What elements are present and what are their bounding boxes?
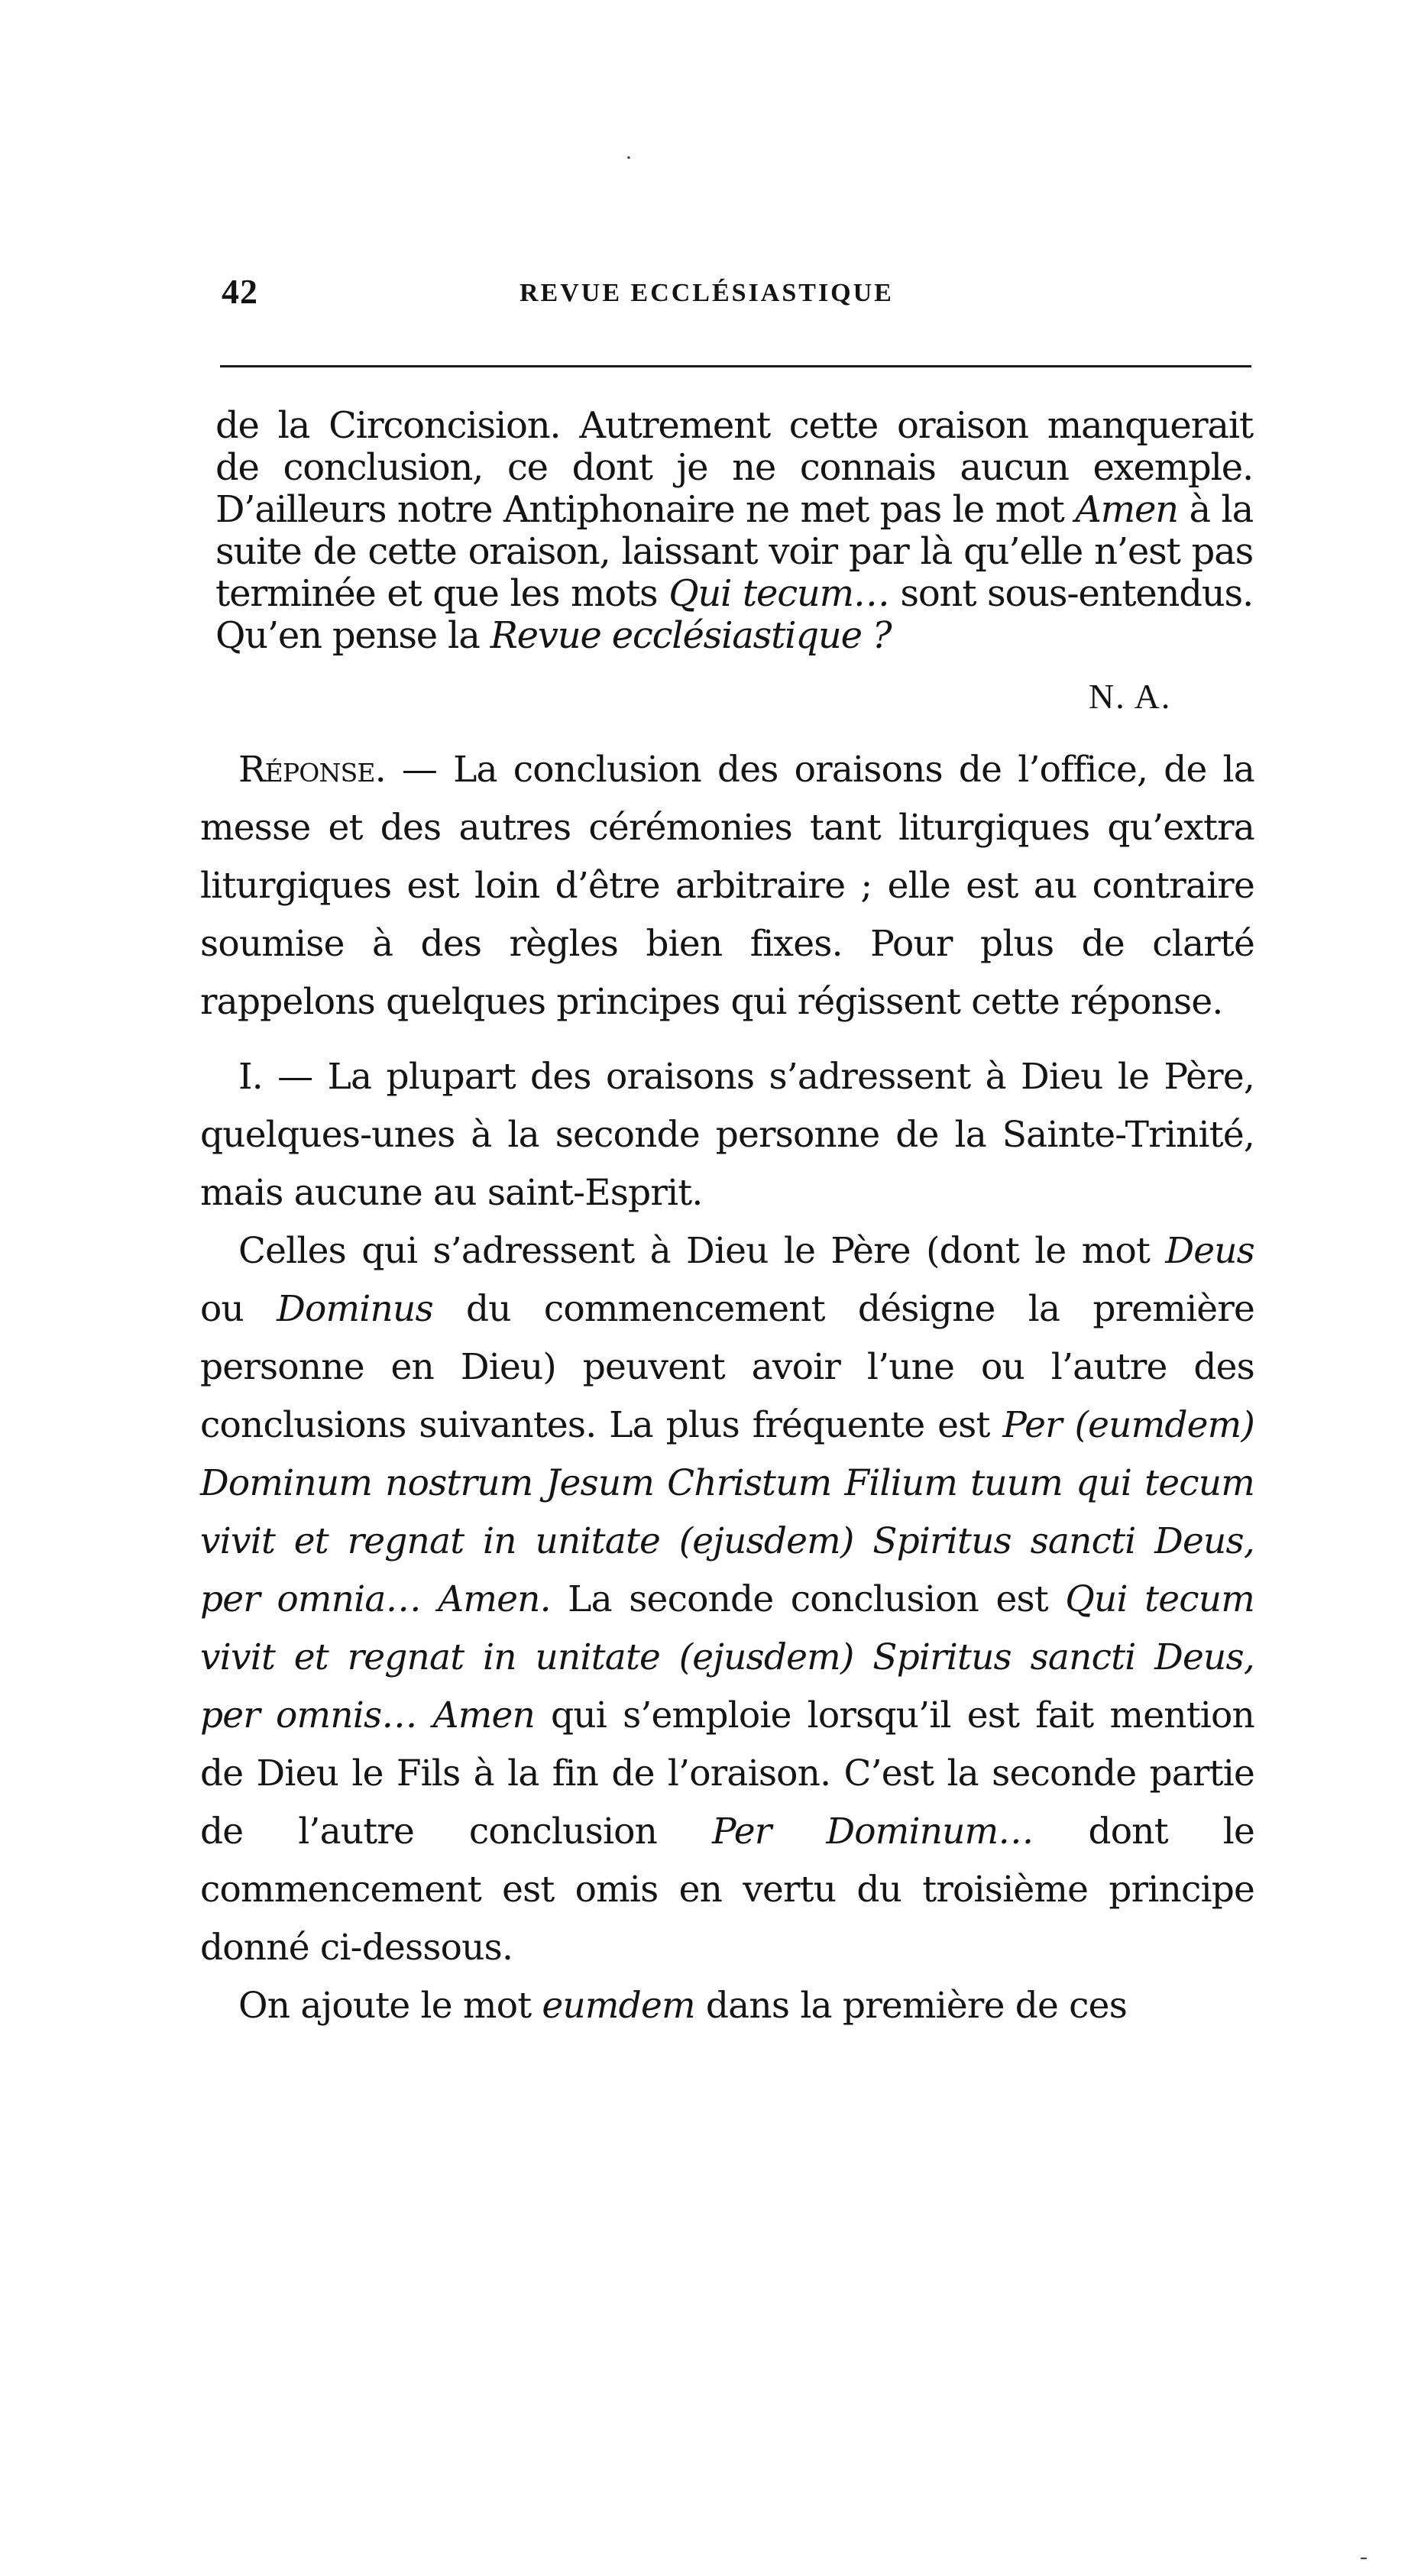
para2-text-4: La seconde conclusion est: [550, 1578, 1066, 1620]
para2-text-5: qui s’emploie lorsqu’il est fait mention de Dieu le Fils à la fin de l’oraison. C’est la seconde partie de l’autre conclusion: [200, 1694, 1254, 1853]
page-header: [222, 271, 1249, 317]
section-one-paragraph: [200, 1048, 1254, 1222]
para2-italic-5: Per Dominum…: [712, 1811, 1034, 1853]
quote-text-2: à la suite de cette oraison, laissant voir par là qu’elle n’est pas terminée et que les mots: [215, 488, 1253, 615]
para2-italic-4: Qui tecum vivit et regnat in unitate (ejusdem) Spiritus sancti Deus, per omnis… Amen: [200, 1578, 1255, 1736]
section-one-text: I. — La plupart des oraisons s’adressent à Dieu le Père, quelques-unes à la seconde personne de la Sainte-Trinité, mais aucune au saint-Esprit.: [200, 1056, 1254, 1214]
para2-italic-3: Per (eumdem) Dominum nostrum Jesum Christum Filium tuum qui tecum vivit et regnat in unitate (ejusdem) Spiritus sancti Deus, per omnia… Amen.: [200, 1404, 1254, 1620]
quote-italic-1: Amen: [1075, 488, 1178, 531]
quoted-letter: [215, 405, 1253, 657]
letter-signature: N. A.: [1089, 677, 1172, 716]
response-paragraph: [200, 741, 1254, 1031]
quote-italic-3: Revue ecclésiastique ?: [490, 614, 892, 657]
para2-text-3: du commencement désigne la première personne en Dieu) peuvent avoir l’une ou l’autre des conclusions suivantes. La plus fréquente est: [200, 1288, 1254, 1446]
para2-italic-1: Deus: [1165, 1230, 1254, 1272]
conclusions-paragraph: [200, 1222, 1254, 1977]
eumdem-paragraph: [200, 1977, 1254, 2035]
header-rule: [220, 365, 1251, 367]
para2-italic-2: Dominus: [277, 1288, 433, 1330]
para3-text-2: dans la première de ces: [694, 1985, 1128, 2027]
speck-mark-bottom: -: [1360, 2544, 1368, 2569]
response-label: Réponse.: [238, 749, 386, 791]
quote-text-1: de la Circoncision. Autrement cette oraison manquerait de conclusion, ce dont je ne connais aucun exemple. D’ailleurs notre Antiphonaire ne met pas le mot: [215, 404, 1253, 531]
para3-text-1: On ajoute le mot: [238, 1985, 542, 2027]
quote-italic-2: Qui tecum…: [668, 572, 889, 615]
response-text: — La conclusion des oraisons de l’office, de la messe et des autres cérémonies tant liturgiques qu’extra liturgiques est loin d’être arbitraire ; elle est au contraire soumise à des règles bien fixes. Pour plus de clarté rappelons quelques principes qui régissent cette réponse.: [200, 749, 1254, 1023]
running-title: REVUE ECCLÉSIASTIQUE: [520, 279, 894, 307]
page-number: 42: [222, 272, 258, 311]
para2-text-6: dont le commencement est omis en vertu du troisième principe donné ci-dessous.: [200, 1811, 1254, 1969]
speck-mark: ·: [625, 145, 633, 170]
quote-text-3: sont sous-entendus. Qu’en pense la: [215, 572, 1254, 657]
para2-text-1: Celles qui s’adressent à Dieu le Père (dont le mot: [238, 1230, 1166, 1272]
para2-text-2: ou: [200, 1288, 277, 1330]
para3-italic-1: eumdem: [542, 1985, 695, 2027]
response-body: [200, 741, 1254, 2035]
